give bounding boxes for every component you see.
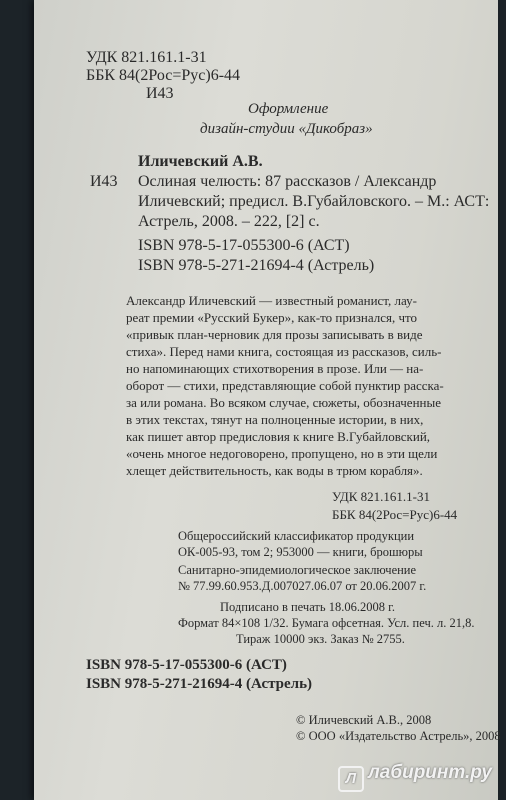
udk-code-top: УДК 821.161.1-31 bbox=[86, 49, 207, 66]
book-page bbox=[34, 0, 501, 800]
bbk-code-bottom: ББК 84(2Рос=Рус)6-44 bbox=[332, 507, 458, 522]
sanitary-conclusion bbox=[178, 562, 426, 594]
annotation-line: стиха». Перед нами книга, состоящая из рассказов, силь- bbox=[126, 344, 442, 359]
isbn-ast: ISBN 978-5-17-055300-6 (АСТ) bbox=[138, 237, 350, 254]
isbn-bottom bbox=[86, 656, 312, 694]
annotation-line: Александр Иличевский — известный романист, лау- bbox=[126, 293, 417, 308]
annotation-line: в этих текстах, тянут на полноценные истории, в них, bbox=[126, 412, 424, 427]
udk-code-bottom: УДК 821.161.1-31 bbox=[332, 489, 431, 504]
print-info bbox=[178, 599, 474, 647]
annotation-line: «очень многое недоговорено, пропущено, но в эти щели bbox=[126, 446, 438, 461]
copyrights bbox=[296, 712, 501, 744]
author-heading: Иличевский А.В. bbox=[138, 153, 263, 170]
annotation-line: но напоминающих стихотворения в прозе. Или — на- bbox=[126, 361, 424, 376]
catalog-entry bbox=[138, 172, 488, 232]
isbn-bottom-astrel: ISBN 978-5-271-21694-4 (Астрель) bbox=[86, 676, 313, 692]
annotation-line: «привык план-черновик для прозы записывать в виде bbox=[126, 327, 423, 342]
copyright-publisher: © ООО «Издательство Астрель», 2008 bbox=[296, 729, 501, 743]
labirint-logo-icon: Л bbox=[338, 766, 364, 792]
catalog-entry-line: Ослиная челюсть: 87 рассказов / Александр bbox=[138, 173, 437, 190]
classifier bbox=[178, 528, 423, 560]
annotation-line: хлещет действительность, как воды в трюм корабля». bbox=[126, 463, 423, 478]
print-info-run: Тираж 10000 экз. Заказ № 2755. bbox=[236, 632, 405, 646]
bbk-code-top: ББК 84(2Рос=Рус)6-44 bbox=[86, 67, 241, 84]
watermark-text: лабиринт.ру bbox=[367, 762, 492, 783]
sanitary-line: № 77.99.60.953.Д.007027.06.07 от 20.06.2007 г. bbox=[178, 579, 427, 593]
isbn-astrel: ISBN 978-5-271-21694-4 (Астрель) bbox=[138, 257, 375, 274]
annotation-line: оборот — стихи, представляющие собой пунктир расска- bbox=[126, 378, 444, 393]
watermark bbox=[338, 762, 492, 792]
annotation bbox=[126, 292, 492, 479]
classifier-line: Общероссийский классификатор продукции bbox=[178, 529, 415, 543]
catalog-entry-line: Астрель, 2008. – 222, [2] с. bbox=[138, 213, 320, 230]
author-mark-top: И43 bbox=[146, 85, 174, 102]
classifier-line: ОК-005-93, том 2; 953000 — книги, брошюры bbox=[178, 545, 423, 559]
design-credit-line2: дизайн-студии «Дикобраз» bbox=[200, 121, 373, 137]
isbn-list bbox=[138, 236, 374, 276]
print-info-signed: Подписано в печать 18.06.2008 г. bbox=[220, 600, 395, 614]
design-credit-line1: Оформление bbox=[248, 101, 329, 117]
catalog-entry-line: Иличевский; предисл. В.Губайловского. – М.: АСТ: bbox=[138, 193, 490, 210]
isbn-bottom-ast: ISBN 978-5-17-055300-6 (АСТ) bbox=[86, 657, 287, 673]
annotation-line: как пишет автор предисловия к книге В.Губайловский, bbox=[126, 429, 431, 444]
catalog-code: И43 bbox=[90, 173, 118, 190]
copyright-author: © Иличевский А.В., 2008 bbox=[296, 713, 432, 727]
sanitary-line: Санитарно-эпидемиологическое заключение bbox=[178, 563, 417, 577]
print-info-format: Формат 84×108 1/32. Бумага офсетная. Усл. печ. л. 21,8. bbox=[178, 616, 475, 630]
annotation-line: за или романа. Во всяком случае, сюжеты, обозначенные bbox=[126, 395, 441, 410]
annotation-line: реат премии «Русский Букер», как-то признался, что bbox=[126, 310, 418, 325]
